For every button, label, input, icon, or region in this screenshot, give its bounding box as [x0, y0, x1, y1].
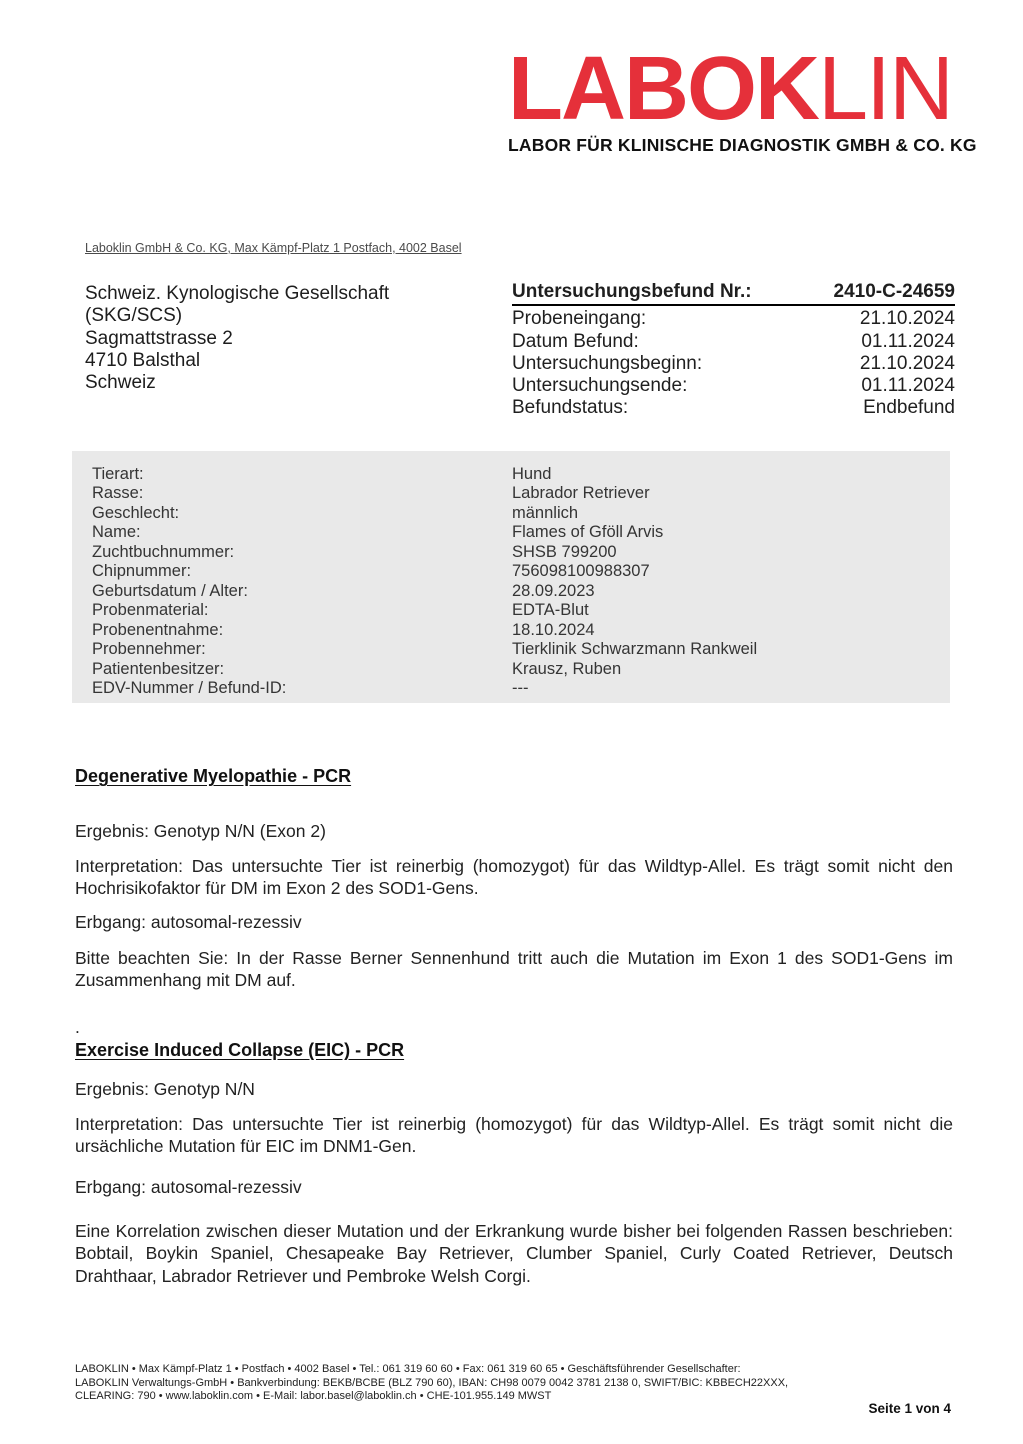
report-info-row	[512, 331, 955, 353]
report-info-label: Befundstatus:	[512, 397, 629, 419]
report-info-label: Untersuchungsende:	[512, 375, 688, 397]
patient-info-row	[92, 465, 940, 484]
patient-info-label: Tierart:	[92, 465, 144, 483]
patient-info-row	[92, 640, 940, 659]
dm-interpretation: Interpretation: Das untersuchte Tier ist reinerbig (homozygot) für das Wildtyp-Allel. Es trägt somit nicht den Hochrisikofaktor für DM im Exon 2 des SOD1-Gens.	[75, 856, 953, 899]
footer-line: LABOKLIN • Max Kämpf-Platz 1 • Postfach • 4002 Basel • Tel.: 061 319 60 60 • Fax: 061 319 60 65 • Geschäftsführender Gesellschafter:	[75, 1363, 741, 1375]
patient-info-row	[92, 562, 940, 581]
patient-info-label: Name:	[92, 523, 141, 542]
separator-dot: .	[75, 1017, 80, 1037]
page-number: Seite 1 von 4	[868, 1401, 951, 1416]
patient-info-row	[92, 504, 940, 523]
recipient-line: (SKG/SCS)	[85, 305, 183, 327]
report-number-row	[512, 281, 955, 306]
patient-info-box	[72, 451, 950, 703]
patient-info-value: männlich	[512, 503, 579, 522]
patient-info-label: Zuchtbuchnummer:	[92, 542, 235, 561]
patient-info-row	[92, 582, 940, 601]
patient-info-label: Patientenbesitzer:	[92, 659, 225, 678]
patient-info-row	[92, 660, 940, 679]
report-info-value: 21.10.2024	[859, 352, 955, 374]
logo-text-bold: LABOK	[508, 39, 818, 139]
patient-info-row	[92, 484, 940, 503]
report-info-label: Probeneingang:	[512, 308, 647, 330]
report-number-label: Untersuchungsbefund Nr.:	[512, 281, 752, 302]
patient-info-value: 28.09.2023	[512, 581, 595, 600]
logo-text-light: LIN	[817, 39, 953, 139]
eic-interpretation: Interpretation: Das untersuchte Tier ist reinerbig (homozygot) für das Wildtyp-Allel. Es trägt somit nicht die ursächliche Mutation für EIC im DNM1-Gen.	[75, 1114, 953, 1157]
laboklin-logo	[508, 39, 977, 156]
section-title-dm: Degenerative Myelopathie - PCR	[75, 766, 352, 786]
report-info-value: 21.10.2024	[859, 308, 955, 330]
patient-info-value: Tierklinik Schwarzmann Rankweil	[512, 640, 758, 659]
recipient-line: Schweiz. Kynologische Gesellschaft	[85, 283, 390, 304]
sender-address-line: Laboklin GmbH & Co. KG, Max Kämpf-Platz 1 Postfach, 4002 Basel	[85, 241, 462, 255]
patient-info-value: 18.10.2024	[512, 620, 595, 639]
patient-info-row	[92, 543, 940, 562]
patient-info-value: EDTA-Blut	[512, 601, 589, 620]
recipient-line: Sagmattstrasse 2	[85, 327, 233, 349]
report-info-label: Untersuchungsbeginn:	[512, 352, 703, 374]
patient-info-label: EDV-Nummer / Befund-ID:	[92, 678, 287, 697]
recipient-line: 4710 Balsthal	[85, 349, 201, 371]
patient-info-label: Rasse:	[92, 484, 144, 503]
patient-info-row	[92, 621, 940, 640]
report-info-value: Endbefund	[863, 397, 955, 419]
logo-subtitle: LABOR FÜR KLINISCHE DIAGNOSTIK GMBH & CO. KG	[508, 135, 977, 155]
eic-inheritance: Erbgang: autosomal-rezessiv	[75, 1177, 302, 1197]
patient-info-value: Krausz, Ruben	[512, 659, 622, 678]
patient-info-value: SHSB 799200	[512, 542, 617, 561]
eic-result: Ergebnis: Genotyp N/N	[75, 1079, 255, 1099]
recipient-line: Schweiz	[85, 372, 156, 394]
section-title-eic: Exercise Induced Collapse (EIC) - PCR	[75, 1040, 405, 1060]
patient-info-row	[92, 601, 940, 620]
patient-info-label: Probenmaterial:	[92, 601, 209, 620]
laboklin-logo-wordmark	[508, 39, 960, 139]
recipient-address	[85, 283, 389, 394]
patient-info-value: Labrador Retriever	[512, 484, 650, 503]
dm-note: Bitte beachten Sie: In der Rasse Berner Sennenhund tritt auch die Mutation im Exon 1 des SOD1-Gens im Zusammenhang mit DM auf.	[75, 948, 953, 991]
report-info-row	[512, 397, 955, 419]
footer-line: CLEARING: 790 • www.laboklin.com • E-Mail: labor.basel@laboklin.ch • CHE-101.955.149 MWST	[75, 1390, 552, 1403]
patient-info-row	[92, 523, 940, 542]
patient-info-row	[92, 679, 940, 698]
patient-info-label: Probennehmer:	[92, 640, 206, 659]
patient-info-value: Hund	[512, 465, 552, 483]
report-info-label: Datum Befund:	[512, 330, 639, 352]
eic-note: Eine Korrelation zwischen dieser Mutation und der Erkrankung wurde bisher bei folgenden Rassen beschrieben: Bobtail, Boykin Spaniel, Chesapeake Bay Retriever, Clumber Spaniel, Curly Coated Retriever, Deutsch Drahthaar, Labrador Retriever und Pembroke Welsh Corgi.	[75, 1221, 953, 1286]
patient-info-label: Chipnummer:	[92, 562, 192, 581]
report-info-row	[512, 353, 955, 375]
report-info-value: 01.11.2024	[861, 375, 955, 397]
patient-info-value: Flames of Gföll Arvis	[512, 523, 664, 542]
dm-inheritance: Erbgang: autosomal-rezessiv	[75, 912, 302, 932]
patient-info-label: Geschlecht:	[92, 503, 180, 522]
dm-result: Ergebnis: Genotyp N/N (Exon 2)	[75, 821, 326, 841]
patient-info-label: Geburtsdatum / Alter:	[92, 581, 248, 600]
report-info-row	[512, 308, 955, 330]
patient-info-value: 756098100988307	[512, 562, 650, 581]
report-number-value: 2410-C-24659	[833, 281, 955, 302]
patient-info-value: ---	[512, 678, 529, 697]
patient-info-label: Probenentnahme:	[92, 620, 224, 639]
report-info-table	[512, 281, 955, 420]
report-info-row	[512, 375, 955, 397]
footer-line: LABOKLIN Verwaltungs-GmbH • Bankverbindung: BEKB/BCBE (BLZ 790 60), IBAN: CH98 0079 0042 3781 2138 0, SWIFT/BIC: KBBECH22XXX,	[75, 1376, 789, 1389]
footer-contact-block	[75, 1363, 955, 1404]
report-info-value: 01.11.2024	[861, 330, 955, 352]
